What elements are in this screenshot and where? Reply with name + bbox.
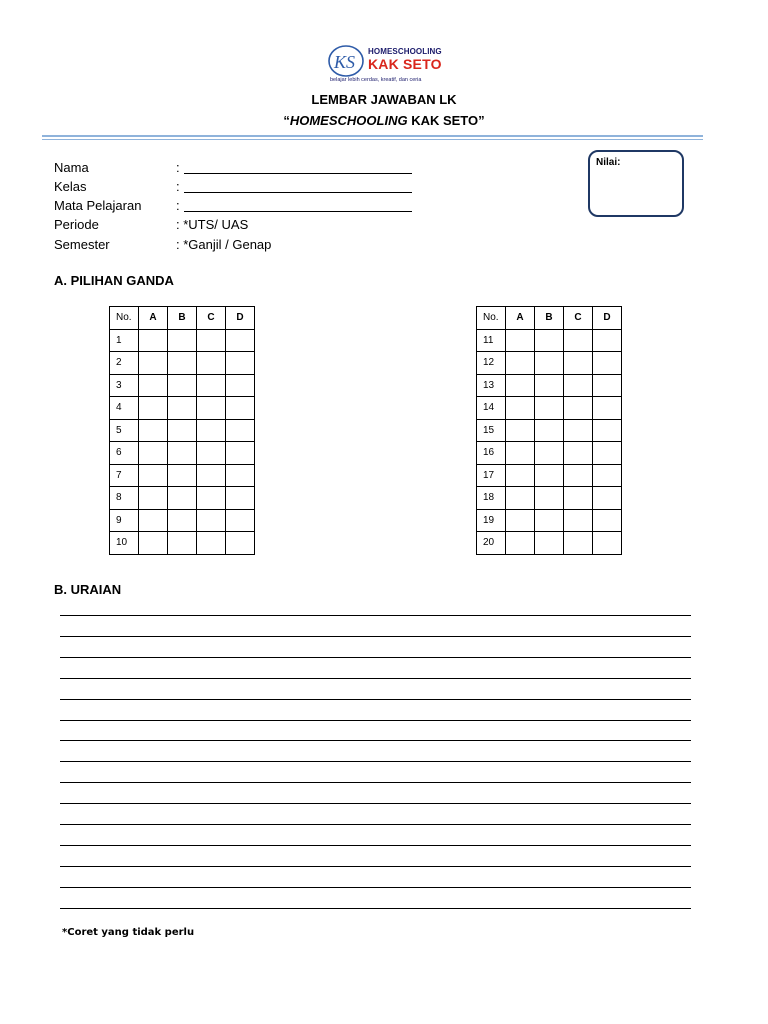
table-row bbox=[110, 329, 255, 352]
answer-cell-d[interactable] bbox=[593, 374, 622, 397]
section-b-title: B. URAIAN bbox=[54, 582, 122, 597]
question-number: 9 bbox=[110, 509, 139, 532]
table-row bbox=[477, 374, 622, 397]
answer-line[interactable] bbox=[60, 720, 691, 721]
answer-line[interactable] bbox=[60, 824, 691, 825]
answer-cell-a[interactable] bbox=[506, 487, 535, 510]
page-title: LEMBAR JAWABAN LK bbox=[311, 92, 457, 107]
field-label-periode: Periode bbox=[54, 217, 99, 232]
question-number: 8 bbox=[110, 487, 139, 510]
answer-cell-d[interactable] bbox=[226, 329, 255, 352]
answer-cell-c[interactable] bbox=[564, 329, 593, 352]
question-number: 17 bbox=[477, 464, 506, 487]
answer-line[interactable] bbox=[60, 887, 691, 888]
column-header-c: C bbox=[197, 307, 226, 330]
answer-cell-c[interactable] bbox=[564, 442, 593, 465]
answer-cell-d[interactable] bbox=[226, 487, 255, 510]
answer-cell-b[interactable] bbox=[168, 397, 197, 420]
answer-cell-d[interactable] bbox=[593, 419, 622, 442]
footnote: *Coret yang tidak perlu bbox=[62, 927, 195, 938]
table-row bbox=[477, 442, 622, 465]
answer-cell-d[interactable] bbox=[226, 397, 255, 420]
answer-cell-c[interactable] bbox=[197, 509, 226, 532]
answer-cell-d[interactable] bbox=[226, 509, 255, 532]
table-row bbox=[477, 397, 622, 420]
question-number: 6 bbox=[110, 442, 139, 465]
answer-cell-a[interactable] bbox=[139, 374, 168, 397]
column-header-a: A bbox=[506, 307, 535, 330]
answer-cell-a[interactable] bbox=[139, 464, 168, 487]
column-header-no: No. bbox=[477, 307, 506, 330]
answer-cell-d[interactable] bbox=[593, 329, 622, 352]
question-number: 2 bbox=[110, 352, 139, 375]
field-semester[interactable]: : *Ganjil / Genap bbox=[176, 237, 272, 252]
answer-cell-c[interactable] bbox=[564, 374, 593, 397]
answer-line[interactable] bbox=[60, 845, 691, 846]
question-number: 1 bbox=[110, 329, 139, 352]
answer-cell-a[interactable] bbox=[506, 374, 535, 397]
table-row bbox=[477, 532, 622, 555]
answer-cell-c[interactable] bbox=[564, 487, 593, 510]
answer-cell-b[interactable] bbox=[535, 487, 564, 510]
answer-cell-b[interactable] bbox=[168, 442, 197, 465]
answer-cell-c[interactable] bbox=[197, 464, 226, 487]
answer-cell-c[interactable] bbox=[197, 352, 226, 375]
answer-cell-a[interactable] bbox=[139, 329, 168, 352]
answer-table-right bbox=[476, 306, 622, 555]
field-kelas[interactable]: : bbox=[176, 179, 412, 194]
table-row bbox=[477, 329, 622, 352]
answer-cell-d[interactable] bbox=[226, 532, 255, 555]
answer-cell-b[interactable] bbox=[535, 509, 564, 532]
table-row bbox=[477, 352, 622, 375]
answer-cell-a[interactable] bbox=[506, 329, 535, 352]
answer-line[interactable] bbox=[60, 866, 691, 867]
logo-top-text: HOMESCHOOLING bbox=[368, 47, 442, 56]
answer-line[interactable] bbox=[60, 636, 691, 637]
answer-cell-d[interactable] bbox=[593, 442, 622, 465]
answer-cell-a[interactable] bbox=[139, 509, 168, 532]
field-periode[interactable]: : *UTS/ UAS bbox=[176, 217, 249, 232]
answer-cell-b[interactable] bbox=[168, 374, 197, 397]
answer-line[interactable] bbox=[60, 740, 691, 741]
column-header-b: B bbox=[168, 307, 197, 330]
answer-cell-a[interactable] bbox=[139, 397, 168, 420]
question-number: 14 bbox=[477, 397, 506, 420]
answer-cell-d[interactable] bbox=[226, 419, 255, 442]
column-header-c: C bbox=[564, 307, 593, 330]
answer-cell-d[interactable] bbox=[593, 397, 622, 420]
answer-cell-b[interactable] bbox=[535, 397, 564, 420]
field-nama[interactable]: : bbox=[176, 160, 412, 175]
answer-cell-a[interactable] bbox=[506, 532, 535, 555]
answer-cell-c[interactable] bbox=[564, 464, 593, 487]
answer-cell-a[interactable] bbox=[506, 442, 535, 465]
question-number: 16 bbox=[477, 442, 506, 465]
answer-line[interactable] bbox=[60, 699, 691, 700]
answer-cell-b[interactable] bbox=[168, 487, 197, 510]
logo-brand-text: KAK SETO bbox=[368, 56, 442, 72]
answer-cell-c[interactable] bbox=[197, 397, 226, 420]
column-header-a: A bbox=[139, 307, 168, 330]
field-mata-pelajaran-line bbox=[184, 198, 412, 212]
table-row bbox=[110, 419, 255, 442]
answer-cell-b[interactable] bbox=[168, 464, 197, 487]
answer-cell-d[interactable] bbox=[593, 532, 622, 555]
table-row bbox=[110, 374, 255, 397]
table-row bbox=[477, 509, 622, 532]
answer-cell-b[interactable] bbox=[168, 509, 197, 532]
answer-cell-d[interactable] bbox=[226, 464, 255, 487]
answer-cell-b[interactable] bbox=[535, 442, 564, 465]
table-row bbox=[110, 487, 255, 510]
header-rule-thin bbox=[42, 139, 703, 140]
table-header-row bbox=[110, 307, 255, 330]
question-number: 4 bbox=[110, 397, 139, 420]
column-header-no: No. bbox=[110, 307, 139, 330]
table-row bbox=[110, 464, 255, 487]
table-row bbox=[110, 532, 255, 555]
answer-line[interactable] bbox=[60, 782, 691, 783]
answer-line[interactable] bbox=[60, 657, 691, 658]
question-number: 10 bbox=[110, 532, 139, 555]
answer-cell-c[interactable] bbox=[197, 442, 226, 465]
answer-cell-d[interactable] bbox=[593, 352, 622, 375]
answer-cell-d[interactable] bbox=[226, 352, 255, 375]
answer-cell-a[interactable] bbox=[139, 419, 168, 442]
answer-cell-b[interactable] bbox=[168, 419, 197, 442]
table-row bbox=[477, 464, 622, 487]
answer-cell-b[interactable] bbox=[535, 532, 564, 555]
table-row bbox=[477, 487, 622, 510]
field-kelas-line bbox=[184, 179, 412, 193]
question-number: 20 bbox=[477, 532, 506, 555]
answer-cell-b[interactable] bbox=[535, 419, 564, 442]
page-subtitle: “HOMESCHOOLING KAK SETO” bbox=[283, 113, 485, 128]
table-header-row bbox=[477, 307, 622, 330]
answer-cell-c[interactable] bbox=[564, 419, 593, 442]
answer-cell-c[interactable] bbox=[564, 509, 593, 532]
answer-cell-c[interactable] bbox=[197, 329, 226, 352]
answer-cell-c[interactable] bbox=[564, 352, 593, 375]
answer-cell-d[interactable] bbox=[593, 464, 622, 487]
answer-cell-d[interactable] bbox=[593, 487, 622, 510]
answer-cell-c[interactable] bbox=[197, 487, 226, 510]
svg-text:KS: KS bbox=[334, 52, 356, 72]
table-row bbox=[110, 397, 255, 420]
header-rule bbox=[42, 135, 703, 137]
answer-cell-c[interactable] bbox=[197, 419, 226, 442]
question-number: 3 bbox=[110, 374, 139, 397]
section-a-title: A. PILIHAN GANDA bbox=[54, 273, 174, 288]
table-row bbox=[110, 442, 255, 465]
answer-cell-d[interactable] bbox=[226, 374, 255, 397]
answer-cell-a[interactable] bbox=[139, 352, 168, 375]
answer-cell-b[interactable] bbox=[168, 532, 197, 555]
field-label-semester: Semester bbox=[54, 237, 110, 252]
column-header-b: B bbox=[535, 307, 564, 330]
logo-tagline: belajar lebih cerdas, kreatif, dan ceria bbox=[330, 77, 422, 83]
answer-cell-a[interactable] bbox=[139, 532, 168, 555]
answer-cell-a[interactable] bbox=[506, 419, 535, 442]
field-label-kelas: Kelas bbox=[54, 179, 87, 194]
answer-cell-a[interactable] bbox=[506, 509, 535, 532]
table-row bbox=[110, 352, 255, 375]
question-number: 19 bbox=[477, 509, 506, 532]
answer-line[interactable] bbox=[60, 803, 691, 804]
field-label-mata-pelajaran: Mata Pelajaran bbox=[54, 198, 142, 213]
answer-cell-c[interactable] bbox=[564, 397, 593, 420]
field-mata-pelajaran[interactable]: : bbox=[176, 198, 412, 213]
answer-line[interactable] bbox=[60, 908, 691, 909]
subtitle-italic: HOMESCHOOLING bbox=[289, 113, 408, 128]
question-number: 13 bbox=[477, 374, 506, 397]
answer-cell-b[interactable] bbox=[535, 374, 564, 397]
table-row bbox=[477, 419, 622, 442]
question-number: 18 bbox=[477, 487, 506, 510]
answer-cell-a[interactable] bbox=[506, 352, 535, 375]
column-header-d: D bbox=[226, 307, 255, 330]
answer-cell-a[interactable] bbox=[506, 464, 535, 487]
answer-table-left bbox=[109, 306, 255, 555]
answer-line[interactable] bbox=[60, 678, 691, 679]
answer-cell-d[interactable] bbox=[226, 442, 255, 465]
answer-cell-b[interactable] bbox=[168, 329, 197, 352]
answer-cell-b[interactable] bbox=[535, 329, 564, 352]
answer-line[interactable] bbox=[60, 615, 691, 616]
answer-cell-b[interactable] bbox=[535, 352, 564, 375]
field-label-nama: Nama bbox=[54, 160, 89, 175]
question-number: 5 bbox=[110, 419, 139, 442]
answer-cell-c[interactable] bbox=[197, 532, 226, 555]
question-number: 7 bbox=[110, 464, 139, 487]
table-row bbox=[110, 509, 255, 532]
answer-cell-c[interactable] bbox=[197, 374, 226, 397]
column-header-d: D bbox=[593, 307, 622, 330]
answer-cell-a[interactable] bbox=[139, 442, 168, 465]
answer-cell-d[interactable] bbox=[593, 509, 622, 532]
question-number: 12 bbox=[477, 352, 506, 375]
answer-cell-a[interactable] bbox=[139, 487, 168, 510]
answer-cell-c[interactable] bbox=[564, 532, 593, 555]
answer-line[interactable] bbox=[60, 761, 691, 762]
question-number: 15 bbox=[477, 419, 506, 442]
answer-cell-b[interactable] bbox=[535, 464, 564, 487]
answer-cell-b[interactable] bbox=[168, 352, 197, 375]
question-number: 11 bbox=[477, 329, 506, 352]
answer-cell-a[interactable] bbox=[506, 397, 535, 420]
nilai-label: Nilai: bbox=[596, 157, 621, 168]
field-nama-line bbox=[184, 160, 412, 174]
